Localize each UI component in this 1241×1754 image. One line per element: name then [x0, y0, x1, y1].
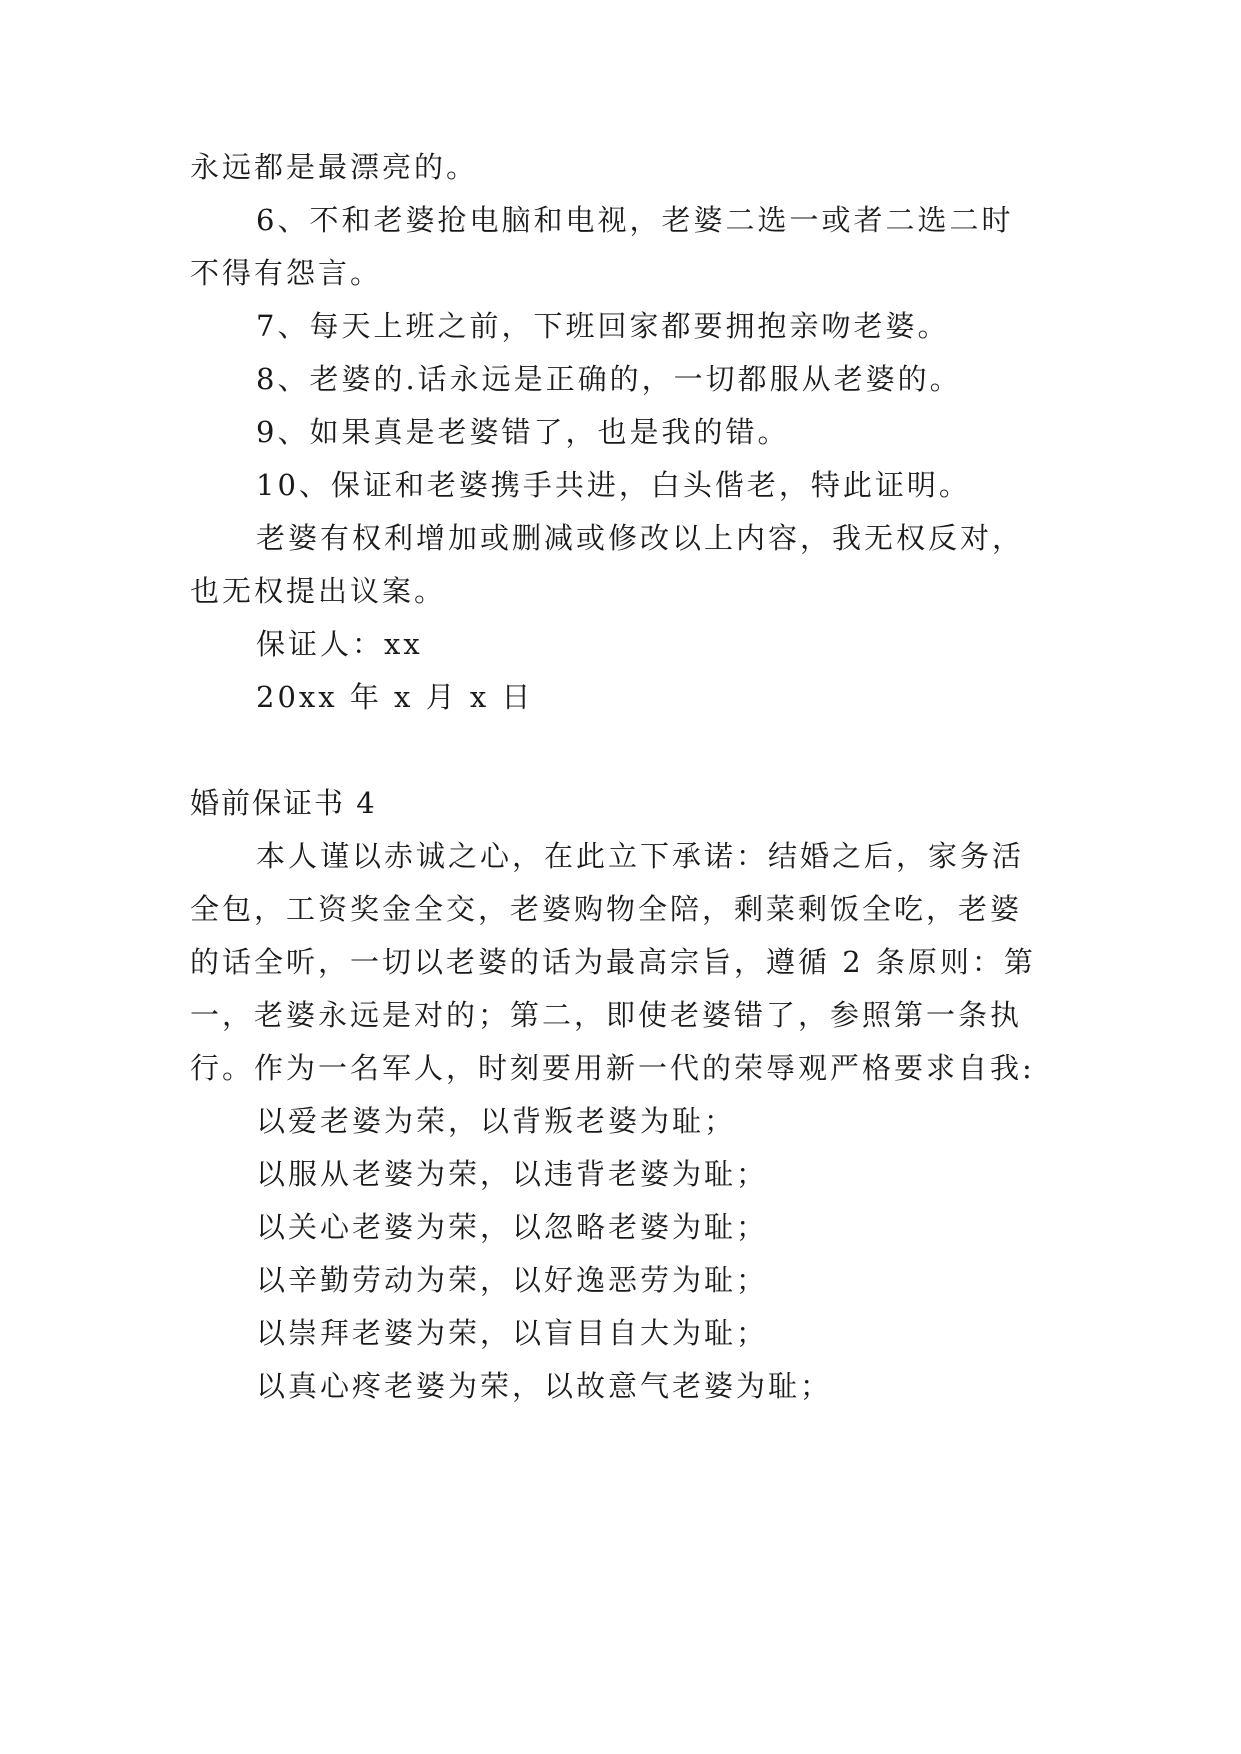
text-line: 以爱老婆为荣，以背叛老婆为耻；	[256, 1104, 737, 1138]
text-line: 不得有怨言。	[190, 256, 383, 290]
text-line: 本人谨以赤诚之心，在此立下承诺：结婚之后，家务活	[256, 839, 1025, 873]
text-line: 以关心老婆为荣，以忽略老婆为耻；	[256, 1210, 769, 1244]
text-line: 一，老婆永远是对的；第二，即使老婆错了，参照第一条执	[190, 998, 1023, 1032]
text-line: 以辛勤劳动为荣，以好逸恶劳为耻；	[256, 1263, 769, 1297]
text-line: 永远都是最漂亮的。	[190, 150, 479, 184]
signatory-line: 保证人：xx	[256, 627, 423, 661]
text-line: 以崇拜老婆为荣，以盲目自大为耻；	[256, 1316, 769, 1350]
text-line: 8、老婆的.话永远是正确的，一切都服从老婆的。	[256, 362, 962, 396]
text-line: 老婆有权利增加或删减或修改以上内容，我无权反对，	[256, 521, 1025, 555]
text-line: 全包，工资奖金全交，老婆购物全陪，剩菜剩饭全吃，老婆	[190, 892, 1023, 926]
text-line: 的话全听，一切以老婆的话为最高宗旨，遵循 2 条原则：第	[190, 945, 1036, 979]
text-line: 行。作为一名军人，时刻要用新一代的荣辱观严格要求自我:	[190, 1051, 1035, 1085]
text-line: 7、每天上班之前，下班回家都要拥抱亲吻老婆。	[256, 309, 950, 343]
section-title: 婚前保证书 4	[190, 786, 377, 820]
text-line: 以真心疼老婆为荣，以故意气老婆为耻；	[256, 1369, 833, 1403]
text-line: 9、如果真是老婆错了，也是我的错。	[256, 415, 790, 449]
text-line: 6、不和老婆抢电脑和电视，老婆二选一或者二选二时	[256, 203, 1014, 237]
date-line: 20xx 年 x 月 x 日	[256, 680, 534, 714]
text-line: 也无权提出议案。	[190, 574, 447, 608]
text-line: 以服从老婆为荣，以违背老婆为耻；	[256, 1157, 769, 1191]
text-line: 10、保证和老婆携手共进，白头偕老，特此证明。	[256, 468, 971, 502]
